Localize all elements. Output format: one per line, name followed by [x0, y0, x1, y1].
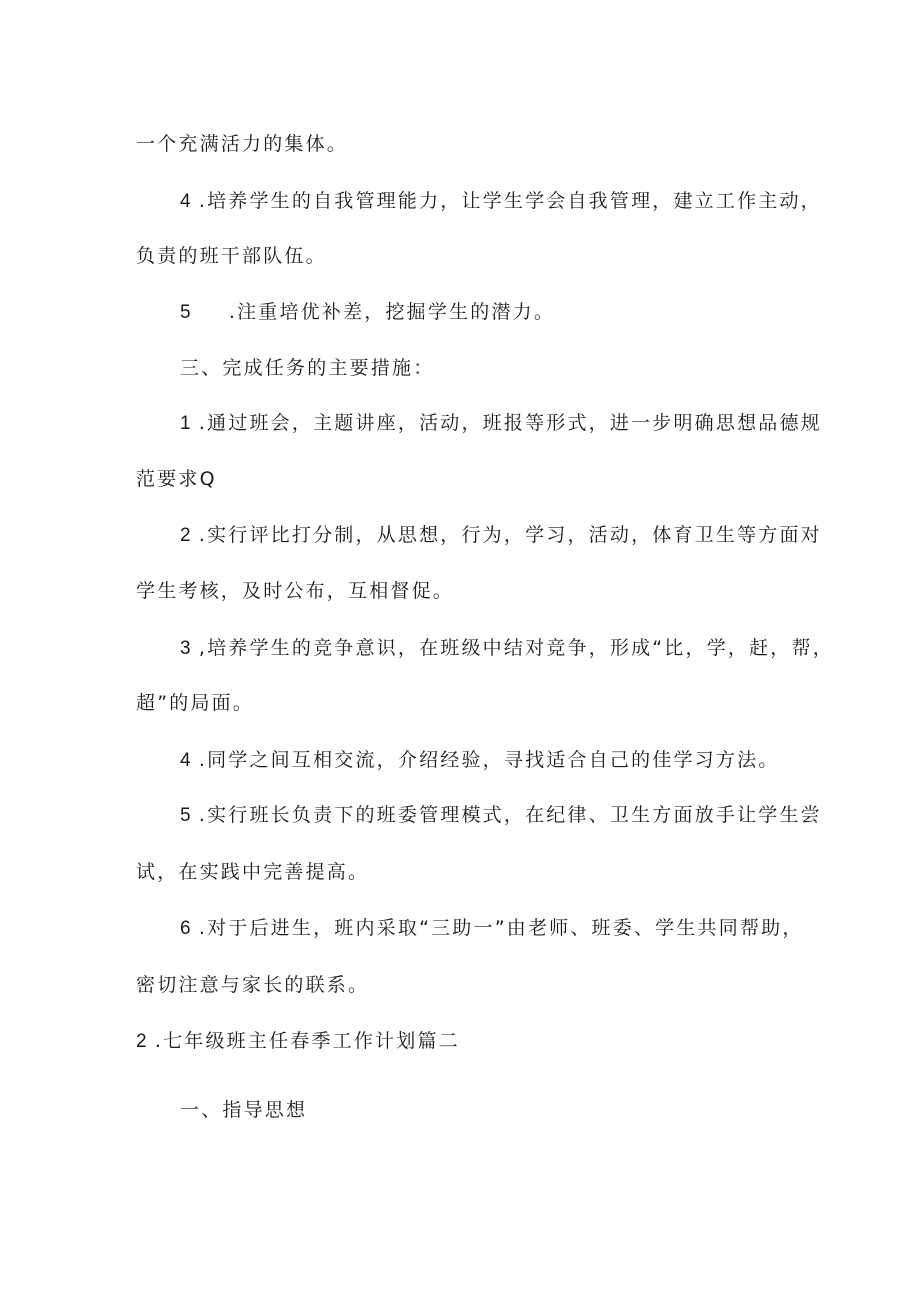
list-number: 4 [180, 750, 191, 771]
section-heading: 一、指导思想 [180, 1099, 308, 1121]
list-number: 2 [180, 525, 191, 546]
paragraph-line: 1 .通过班会，主题讲座，活动，班报等形式，进一步明确思想品德规 [180, 412, 822, 434]
paragraph-line: 4 .同学之间互相交流，介绍经验，寻找适合自己的佳学习方法。 [180, 749, 780, 771]
list-number: 1 [180, 413, 191, 434]
paragraph-line: 2 .实行评比打分制，从思想，行为，学习，活动，体育卫生等方面对 [180, 524, 822, 546]
paragraph-line: 5 .注重培优补差，挖掘学生的潜力。 [180, 301, 556, 323]
paragraph-line: 4 .培养学生的自我管理能力，让学生学会自我管理，建立工作主动， [180, 190, 822, 212]
paragraph-line: 密切注意与家长的联系。 [136, 974, 370, 996]
paragraph-line: 试，在实践中完善提高。 [136, 861, 370, 883]
paragraph-line: 一个充满活力的集体。 [136, 133, 349, 155]
list-number: 4 [180, 191, 191, 212]
list-number: 5 [180, 805, 191, 826]
paragraph-line: 超”的局面。 [136, 692, 255, 714]
paragraph-line: 5 .实行班长负责下的班委管理模式，在纪律、卫生方面放手让学生尝 [180, 804, 822, 826]
paragraph-line: 3 ,培养学生的竞争意识，在班级中结对竞争，形成“比，学，赶，帮， [180, 637, 834, 659]
section-heading: 三、完成任务的主要措施： [180, 357, 435, 379]
paragraph-line: 6 .对于后进生，班内采取“三助一”由老师、班委、学生共同帮助， [180, 917, 804, 939]
paragraph-line: 负责的班干部队伍。 [136, 245, 327, 267]
list-number: 6 [180, 918, 191, 939]
paragraph-line: 学生考核，及时公布，互相督促。 [136, 580, 455, 602]
paragraph-line: 范要求Q [136, 468, 217, 490]
chapter-heading: 2 .七年级班主任春季工作计划篇二 [136, 1030, 460, 1052]
list-number: 3 [180, 638, 191, 659]
list-number: 5 [180, 302, 191, 323]
list-number: 2 [136, 1031, 147, 1052]
